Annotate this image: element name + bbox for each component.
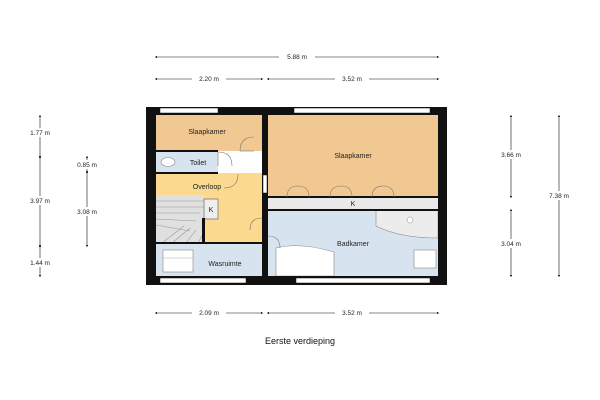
room-label-wasruimte: Wasruimte xyxy=(208,261,242,268)
dim-left-outer-mid: 3.97 m xyxy=(30,198,50,205)
closet-label-k-left: K xyxy=(208,207,214,214)
dim-top-right: 3.52 m xyxy=(342,76,362,83)
dim-left-outer-top: 1.77 m xyxy=(30,130,50,137)
dim-top-total: 5.88 m xyxy=(287,54,307,61)
dim-right-inner-top: 3.66 m xyxy=(501,152,521,159)
dim-top-left: 2.20 m xyxy=(199,76,219,83)
dim-left-outer-bottom: 1.44 m xyxy=(30,260,50,267)
dim-left-inner-top: 0.85 m xyxy=(77,162,97,169)
room-label-toilet: Toilet xyxy=(189,160,207,167)
dim-left-inner-bottom: 3.08 m xyxy=(77,209,97,216)
room-label-badkamer: Badkamer xyxy=(337,241,369,248)
sink-icon xyxy=(414,250,436,268)
plan-title: Eerste verdieping xyxy=(264,336,336,346)
dim-right-inner-bottom: 3.04 m xyxy=(501,241,521,248)
room-label-slaapkamer-large: Slaapkamer xyxy=(334,153,372,160)
toilet-bowl-icon xyxy=(161,158,175,167)
washer-icon xyxy=(163,250,193,272)
dim-right-outer: 7.38 m xyxy=(549,193,569,200)
dim-bottom-left: 2.09 m xyxy=(199,310,219,317)
stair-area xyxy=(156,195,204,243)
dim-bottom-right: 3.52 m xyxy=(342,310,362,317)
room-label-slaapkamer-small: Slaapkamer xyxy=(188,129,226,136)
room-label-overloop: Overloop xyxy=(192,184,222,191)
bathtub-icon xyxy=(276,246,334,276)
closet-label-k-right: K xyxy=(350,201,356,208)
